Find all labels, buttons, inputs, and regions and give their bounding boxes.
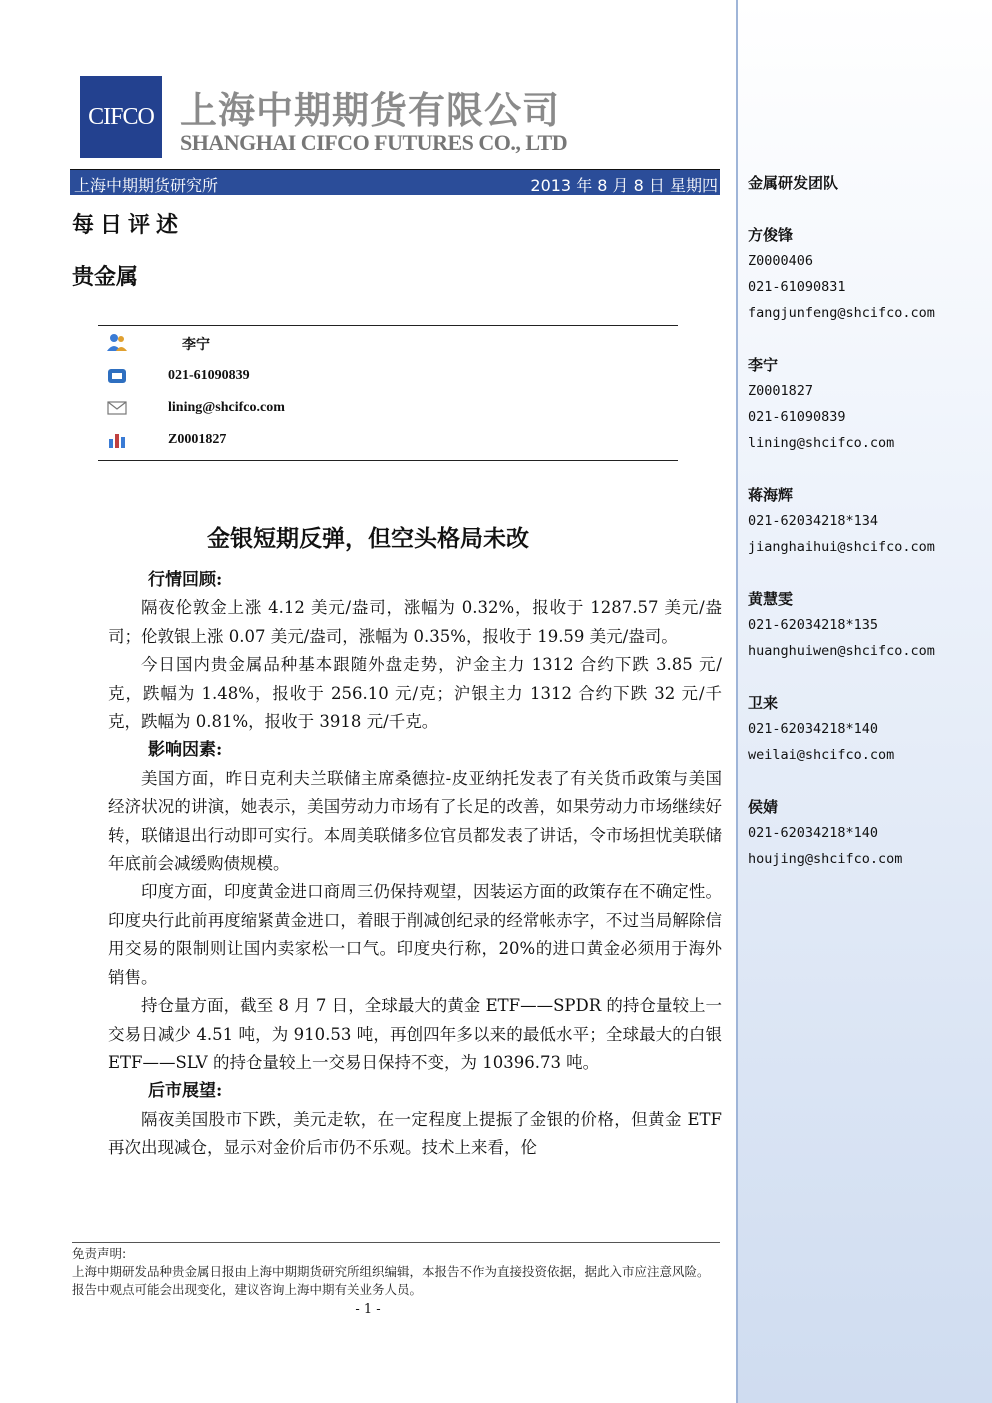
heading-factors: 影响因素: <box>148 740 223 761</box>
member-phone: 021-61090831 <box>748 279 846 295</box>
member-name: 侯婧 <box>748 798 779 816</box>
disclaimer-title: 免责声明: <box>72 1246 127 1261</box>
analyst-contact-box <box>98 325 678 461</box>
contact-email[interactable]: lining@shcifco.com <box>168 400 285 415</box>
contact-phone: 021-61090839 <box>168 368 250 383</box>
member-name: 李宁 <box>748 356 779 374</box>
member-name: 蒋海辉 <box>748 486 794 504</box>
paragraph-factor-3: 持仓量方面，截至 8 月 7 日，全球最大的黄金 ETF——SPDR 的持仓量较上一交易日减少 4.51 吨，为 910.53 吨，再创四年多以来的最低水平；全球最大的白银 ETF——SLV 的持仓量较上一交易日保持不变，为 10396.73 吨。 <box>108 996 722 1072</box>
paragraph-factor-1: 美国方面，昨日克利夫兰联储主席桑德拉-皮亚纳托发表了有关货币政策与美国经济状况的讲演，她表示，美国劳动力市场有了长足的改善，如果劳动力市场继续好转，联储退出行动即可实行。本周美联储多位官员都发表了讲话，令市场担忧美联储年底前会减缓购债规模。 <box>108 768 722 874</box>
member-email[interactable]: huanghuiwen@shcifco.com <box>748 643 935 659</box>
member-email[interactable]: jianghaihui@shcifco.com <box>748 539 935 555</box>
institute-name: 上海中期期货研究所 <box>74 176 219 195</box>
paragraph-outlook-1: 隔夜美国股市下跌，美元走软，在一定程度上提振了金银的价格，但黄金 ETF 再次出现减仓，显示对金价后市仍不乐观。技术上来看，伦 <box>108 1109 722 1158</box>
team-member <box>748 690 894 768</box>
member-name: 方俊锋 <box>748 226 794 244</box>
heading-review: 行情回顾: <box>148 570 223 590</box>
member-phone: 021-62034218*135 <box>748 617 879 633</box>
team-member <box>748 222 935 326</box>
disclaimer <box>72 1242 720 1299</box>
article-headline: 金银短期反弹，但空头格局未改 <box>207 525 529 552</box>
team-member <box>748 794 902 872</box>
phone-icon <box>106 366 128 386</box>
header-banner <box>70 169 720 195</box>
report-date: 2013 年 8 月 8 日 星期四 <box>530 176 718 195</box>
page-number: - 1 - <box>355 1302 381 1317</box>
section-title: 每日评述 <box>72 212 185 238</box>
member-email[interactable]: weilai@shcifco.com <box>748 747 895 763</box>
company-name-cn: 上海中期期货有限公司 <box>180 89 560 132</box>
team-member <box>748 586 935 664</box>
member-license: Z0001827 <box>748 383 814 399</box>
paragraph-factor-2: 印度方面，印度黄金进口商周三仍保持观望，因装运方面的政策存在不确定性。印度央行此前再度缩紧黄金进口，着眼于削减创纪录的经常帐赤字，不过当局解除信用交易的限制则让国内卖家松一口气。印度央行称，20%的进口黄金必须用于海外销售。 <box>108 882 722 987</box>
member-phone: 021-61090839 <box>748 409 846 425</box>
company-logo: CIFCO <box>80 76 162 158</box>
team-member <box>748 482 935 560</box>
team-title: 金属研发团队 <box>748 174 839 192</box>
disclaimer-text: 上海中期研发品种贵金属日报由上海中期期货研究所组织编辑，本报告不作为直接投资依据，据此入市应注意风险。报告中观点可能会出现变化，建议咨询上海中期有关业务人员。 <box>72 1264 710 1297</box>
paragraph-review-1: 隔夜伦敦金上涨 4.12 美元/盎司，涨幅为 0.32%，报收于 1287.57 美元/盎司；伦敦银上涨 0.07 美元/盎司，涨幅为 0.35%，报收于 19.59 美元/盎司。 <box>108 598 722 646</box>
member-license: Z0000406 <box>748 253 814 269</box>
member-phone: 021-62034218*134 <box>748 513 879 529</box>
member-phone: 021-62034218*140 <box>748 825 879 841</box>
member-phone: 021-62034218*140 <box>748 721 879 737</box>
contact-name: 李宁 <box>182 337 210 353</box>
mail-icon <box>106 398 128 418</box>
contact-license: Z0001827 <box>168 432 227 447</box>
heading-outlook: 后市展望: <box>148 1081 223 1102</box>
article-body <box>108 566 722 1163</box>
paragraph-review-2: 今日国内贵金属品种基本跟随外盘走势，沪金主力 1312 合约下跌 3.85 元/克，跌幅为 1.48%，报收于 256.10 元/克；沪银主力 1312 合约下跌 32 元/千克，跌幅为 0.81%，报收于 3918 元/千克。 <box>108 655 722 732</box>
member-email[interactable]: houjing@shcifco.com <box>748 851 903 867</box>
member-email[interactable]: fangjunfeng@shcifco.com <box>748 305 935 321</box>
member-name: 黄慧雯 <box>748 590 794 608</box>
person-icon <box>106 332 128 352</box>
member-name: 卫来 <box>748 694 779 712</box>
company-name-en: SHANGHAI CIFCO FUTURES CO., LTD <box>180 130 568 155</box>
team-member <box>748 352 894 456</box>
member-email[interactable]: lining@shcifco.com <box>748 435 895 451</box>
section-subtitle: 贵金属 <box>72 264 139 290</box>
chart-icon <box>106 430 128 450</box>
